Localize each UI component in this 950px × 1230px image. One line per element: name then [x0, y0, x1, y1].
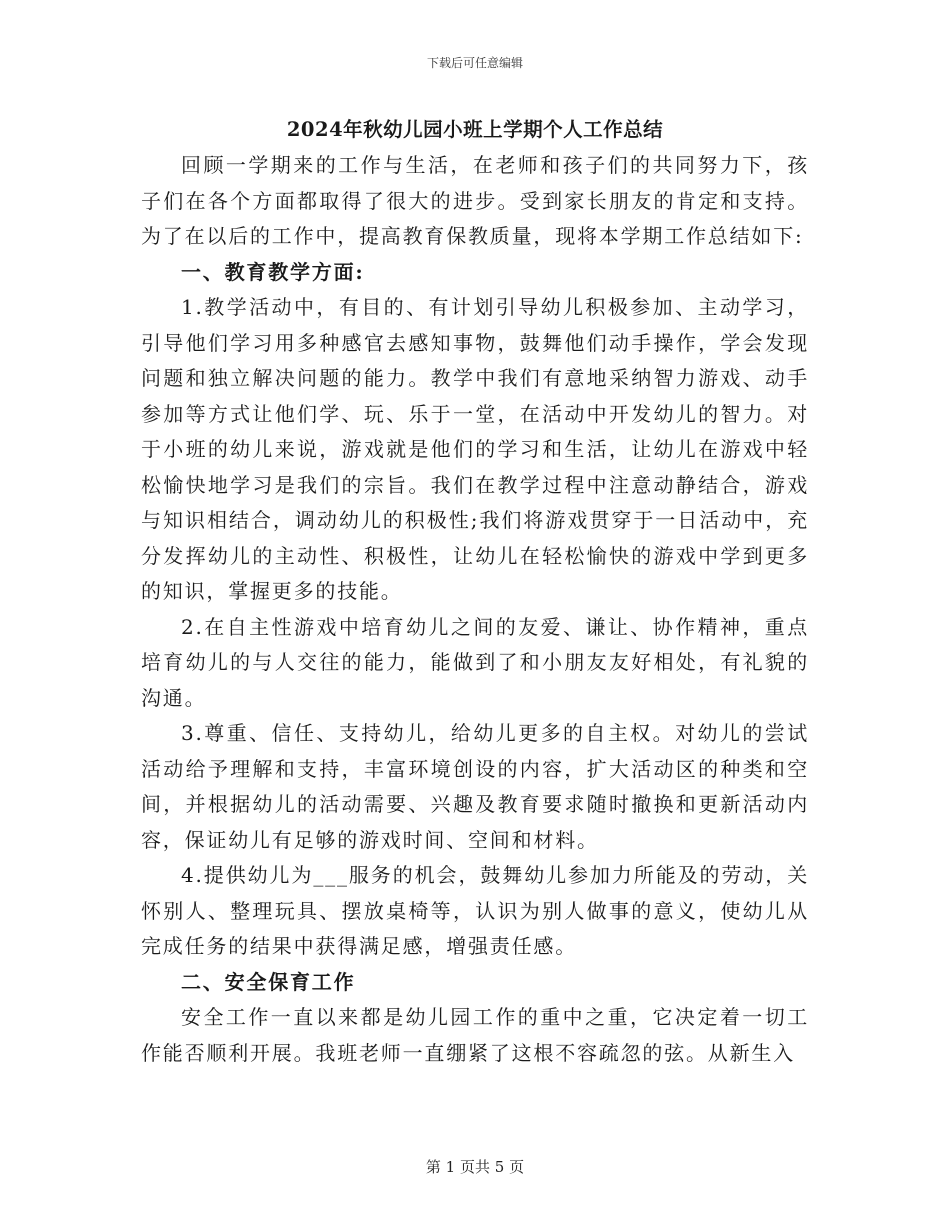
body-paragraph: 安全工作一直以来都是幼儿园工作的重中之重，它决定着一切工作能否顺利开展。我班老师一直绷紧了这根不容疏忽的弦。从新生入 — [141, 1005, 809, 1065]
header-note: 下载后可任意编辑 — [426, 56, 523, 70]
body-paragraph: 1.教学活动中，有目的、有计划引导幼儿积极参加、主动学习，引导他们学习用多种感官去感知事物，鼓舞他们动手操作，学会发现问题和独立解决问题的能力。教学中我们有意地采纳智力游戏、动手参加等方式让他们学、玩、乐于一堂，在活动中开发幼儿的智力。对于小班的幼儿来说，游戏就是他们的学习和生活，让幼儿在游戏中轻松愉快地学习是我们的宗旨。我们在教学过程中注意动静结合，游戏与知识相结合，调动幼儿的积极性;我们将游戏贯穿于一日活动中，充分发挥幼儿的主动性、积极性，让幼儿在轻松愉快的游戏中学到更多的知识，掌握更多的技能。 — [141, 295, 809, 603]
page-footer: 第 1 页共 5 页 — [425, 1158, 525, 1176]
intro-paragraph: 回顾一学期来的工作与生活，在老师和孩子们的共同努力下，孩子们在各个方面都取得了很大的进步。受到家长朋友的肯定和支持。为了在以后的工作中，提高教育保教质量，现将本学期工作总结如下: — [141, 153, 809, 248]
section-heading-teaching: 一、教育教学方面: — [181, 259, 365, 284]
document-title: 2024年秋幼儿园小班上学期个人工作总结 — [286, 118, 664, 141]
body-paragraph: 2.在自主性游戏中培育幼儿之间的友爱、谦让、协作精神，重点培育幼儿的与人交往的能力，能做到了和小朋友友好相处，有礼貌的沟通。 — [141, 614, 809, 710]
body-paragraph: 4.提供幼儿为___服务的机会，鼓舞幼儿参加力所能及的劳动，关怀别人、整理玩具、摆放桌椅等，认识为别人做事的意义，使幼儿从完成任务的结果中获得满足感，增强责任感。 — [141, 863, 809, 958]
document-body — [141, 148, 809, 1071]
section-heading-safety: 二、安全保育工作 — [181, 969, 356, 994]
body-paragraph: 3.尊重、信任、支持幼儿，给幼儿更多的自主权。对幼儿的尝试活动给予理解和支持，丰富环境创设的内容，扩大活动区的种类和空间，并根据幼儿的活动需要、兴趣及教育要求随时撤换和更新活动内容，保证幼儿有足够的游戏时间、空间和材料。 — [141, 721, 809, 852]
